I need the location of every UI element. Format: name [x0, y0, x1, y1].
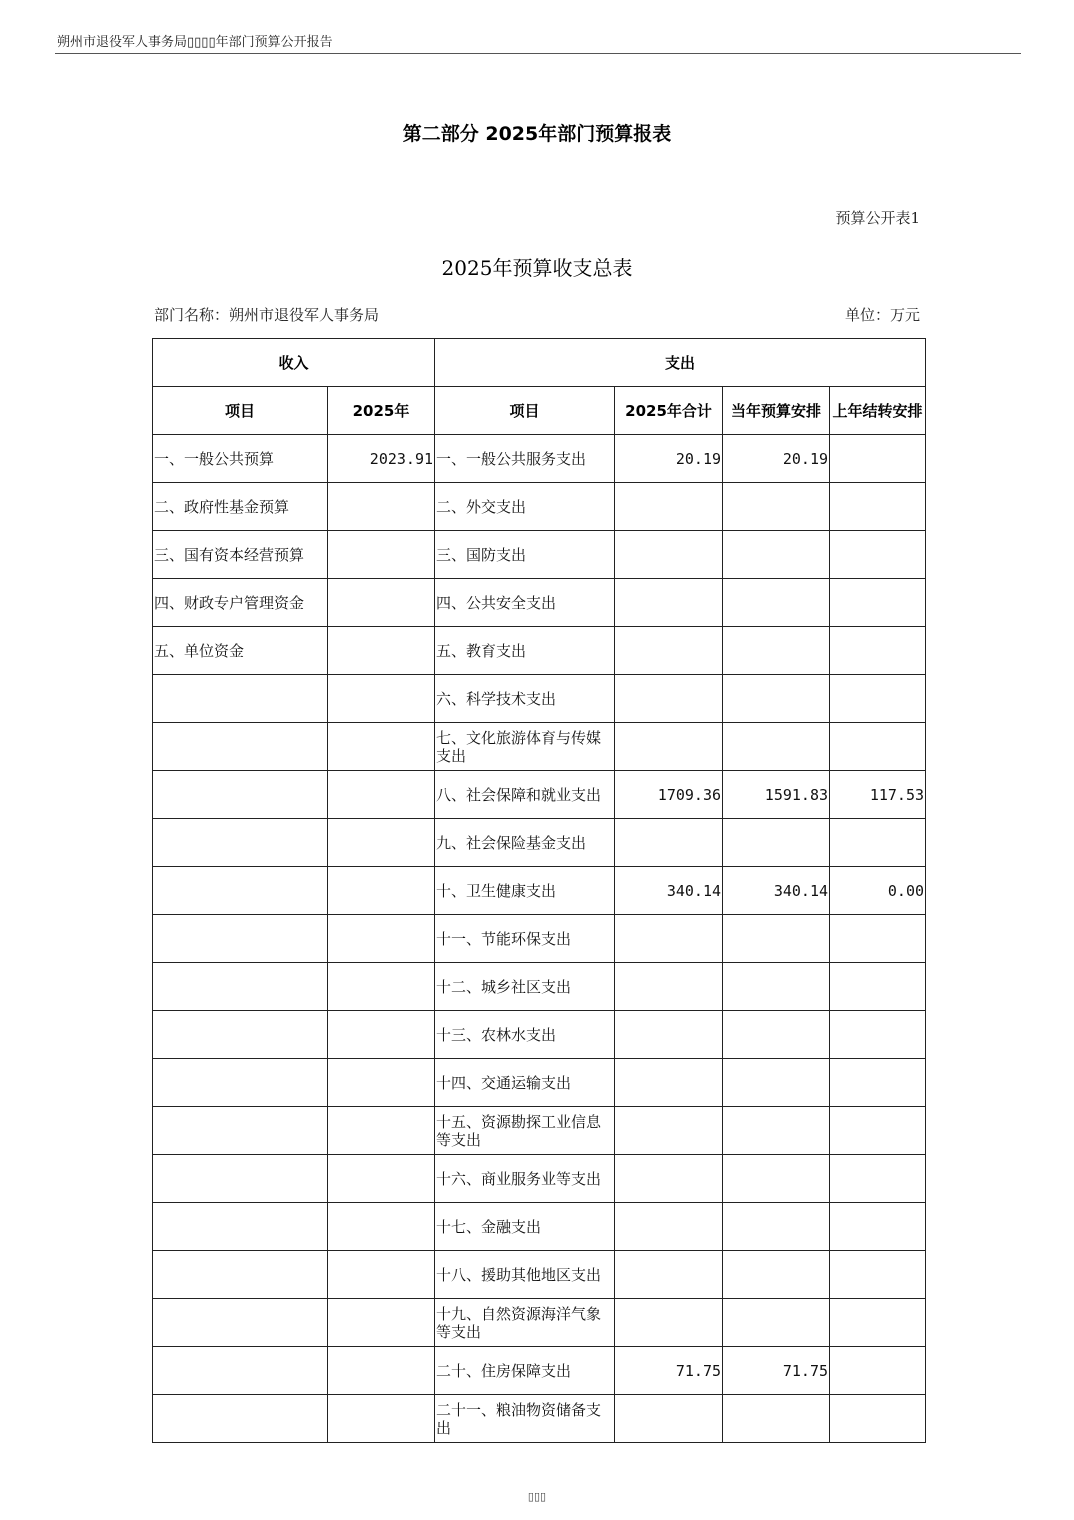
total-cell [615, 483, 723, 531]
carryover-cell [830, 819, 926, 867]
current-cell [723, 1155, 830, 1203]
total-cell [615, 1011, 723, 1059]
table-row [153, 483, 926, 531]
expense-item-cell: 十一、节能环保支出 [435, 915, 615, 963]
expense-item-cell: 十八、援助其他地区支出 [435, 1251, 615, 1299]
current-cell [723, 915, 830, 963]
income-group-header: 收入 [153, 339, 435, 387]
total-cell [615, 1203, 723, 1251]
income-value-cell [328, 579, 435, 627]
current-cell [723, 627, 830, 675]
income-item-cell [153, 1203, 328, 1251]
income-item-cell: 一、一般公共预算 [153, 435, 328, 483]
current-cell [723, 1299, 830, 1347]
expense-item-cell: 九、社会保险基金支出 [435, 819, 615, 867]
current-cell [723, 579, 830, 627]
total-cell: 20.19 [615, 435, 723, 483]
table-row [153, 1299, 926, 1347]
current-cell [723, 531, 830, 579]
current-cell [723, 963, 830, 1011]
income-value-cell [328, 771, 435, 819]
col-expense-item: 项目 [435, 387, 615, 435]
expense-item-cell: 二、外交支出 [435, 483, 615, 531]
carryover-cell [830, 627, 926, 675]
total-cell [615, 531, 723, 579]
current-cell [723, 723, 830, 771]
carryover-cell [830, 483, 926, 531]
table-row [153, 675, 926, 723]
income-value-cell [328, 1347, 435, 1395]
table-body [153, 435, 926, 1443]
current-cell: 340.14 [723, 867, 830, 915]
total-cell [615, 915, 723, 963]
table-row [153, 915, 926, 963]
current-cell: 1591.83 [723, 771, 830, 819]
income-item-cell [153, 1107, 328, 1155]
current-cell [723, 1251, 830, 1299]
income-value-cell [328, 1251, 435, 1299]
carryover-cell [830, 1203, 926, 1251]
table-row [153, 867, 926, 915]
carryover-cell: 0.00 [830, 867, 926, 915]
income-item-cell [153, 1011, 328, 1059]
expense-item-cell: 三、国防支出 [435, 531, 615, 579]
income-value-cell [328, 915, 435, 963]
running-header: 朔州市退役军人事务局▯▯▯▯年部门预算公开报告 [57, 35, 333, 50]
current-cell: 20.19 [723, 435, 830, 483]
table-row [153, 1059, 926, 1107]
expense-item-cell: 十六、商业服务业等支出 [435, 1155, 615, 1203]
income-value-cell [328, 1155, 435, 1203]
page-number: ▯▯▯ [527, 1490, 547, 1503]
expense-item-cell: 十三、农林水支出 [435, 1011, 615, 1059]
table-row [153, 579, 926, 627]
table-row [153, 819, 926, 867]
income-item-cell: 三、国有资本经营预算 [153, 531, 328, 579]
column-header-row [153, 387, 926, 435]
header-divider [55, 53, 1021, 54]
income-item-cell [153, 1059, 328, 1107]
table-row [153, 1155, 926, 1203]
expense-item-cell: 二十、住房保障支出 [435, 1347, 615, 1395]
expense-group-header: 支出 [435, 339, 926, 387]
income-value-cell: 2023.91 [328, 435, 435, 483]
expense-item-cell: 六、科学技术支出 [435, 675, 615, 723]
income-item-cell [153, 1299, 328, 1347]
income-value-cell [328, 1203, 435, 1251]
expense-item-cell: 十九、自然资源海洋气象等支出 [435, 1299, 615, 1347]
income-value-cell [328, 867, 435, 915]
budget-summary-table [152, 338, 926, 1443]
income-value-cell [328, 531, 435, 579]
current-cell [723, 1011, 830, 1059]
total-cell: 340.14 [615, 867, 723, 915]
carryover-cell [830, 531, 926, 579]
total-cell [615, 1107, 723, 1155]
income-item-cell [153, 1155, 328, 1203]
total-cell [615, 627, 723, 675]
carryover-cell [830, 963, 926, 1011]
current-cell: 71.75 [723, 1347, 830, 1395]
income-value-cell [328, 819, 435, 867]
expense-item-cell: 四、公共安全支出 [435, 579, 615, 627]
expense-item-cell: 十四、交通运输支出 [435, 1059, 615, 1107]
income-value-cell [328, 675, 435, 723]
expense-item-cell: 十七、金融支出 [435, 1203, 615, 1251]
income-item-cell [153, 915, 328, 963]
current-cell [723, 1107, 830, 1155]
col-total: 2025年合计 [615, 387, 723, 435]
income-item-cell: 二、政府性基金预算 [153, 483, 328, 531]
table-row [153, 1011, 926, 1059]
total-cell [615, 1059, 723, 1107]
current-cell [723, 1395, 830, 1443]
total-cell [615, 579, 723, 627]
income-value-cell [328, 1107, 435, 1155]
income-item-cell [153, 1395, 328, 1443]
income-value-cell [328, 1395, 435, 1443]
income-item-cell [153, 723, 328, 771]
expense-item-cell: 十五、资源勘探工业信息等支出 [435, 1107, 615, 1155]
expense-item-cell: 八、社会保障和就业支出 [435, 771, 615, 819]
income-value-cell [328, 963, 435, 1011]
group-header-row [153, 339, 926, 387]
income-item-cell [153, 675, 328, 723]
income-value-cell [328, 483, 435, 531]
expense-item-cell: 五、教育支出 [435, 627, 615, 675]
income-value-cell [328, 1299, 435, 1347]
income-item-cell [153, 963, 328, 1011]
current-cell [723, 819, 830, 867]
carryover-cell [830, 579, 926, 627]
col-current: 当年预算安排 [723, 387, 830, 435]
income-item-cell [153, 819, 328, 867]
carryover-cell [830, 1347, 926, 1395]
carryover-cell [830, 435, 926, 483]
expense-item-cell: 十二、城乡社区支出 [435, 963, 615, 1011]
carryover-cell [830, 1299, 926, 1347]
carryover-cell [830, 1251, 926, 1299]
total-cell [615, 1155, 723, 1203]
carryover-cell [830, 1059, 926, 1107]
total-cell [615, 819, 723, 867]
table-row [153, 723, 926, 771]
income-value-cell [328, 627, 435, 675]
total-cell [615, 1251, 723, 1299]
unit-label: 单位：万元 [844, 306, 920, 324]
carryover-cell [830, 723, 926, 771]
total-cell: 1709.36 [615, 771, 723, 819]
carryover-cell [830, 1011, 926, 1059]
total-cell [615, 963, 723, 1011]
col-carryover: 上年结转安排 [830, 387, 926, 435]
table-row [153, 1251, 926, 1299]
table-row [153, 963, 926, 1011]
table-row [153, 1203, 926, 1251]
total-cell [615, 1395, 723, 1443]
income-item-cell [153, 1347, 328, 1395]
expense-item-cell: 二十一、粮油物资储备支出 [435, 1395, 615, 1443]
department-name: 部门名称：朔州市退役军人事务局 [154, 306, 380, 324]
table-row [153, 1395, 926, 1443]
table-code: 预算公开表1 [835, 209, 920, 227]
table-row [153, 627, 926, 675]
current-cell [723, 1203, 830, 1251]
income-item-cell: 五、单位资金 [153, 627, 328, 675]
part-title: 第二部分 2025年部门预算报表 [402, 123, 672, 145]
table-row [153, 435, 926, 483]
income-item-cell [153, 867, 328, 915]
income-item-cell: 四、财政专户管理资金 [153, 579, 328, 627]
income-item-cell [153, 1251, 328, 1299]
income-value-cell [328, 1059, 435, 1107]
total-cell [615, 1299, 723, 1347]
carryover-cell [830, 675, 926, 723]
col-income-year: 2025年 [328, 387, 435, 435]
col-income-item: 项目 [153, 387, 328, 435]
total-cell [615, 675, 723, 723]
carryover-cell: 117.53 [830, 771, 926, 819]
income-value-cell [328, 723, 435, 771]
carryover-cell [830, 915, 926, 963]
expense-item-cell: 十、卫生健康支出 [435, 867, 615, 915]
table-row [153, 1347, 926, 1395]
carryover-cell [830, 1107, 926, 1155]
total-cell: 71.75 [615, 1347, 723, 1395]
carryover-cell [830, 1395, 926, 1443]
table-row [153, 771, 926, 819]
income-value-cell [328, 1011, 435, 1059]
current-cell [723, 675, 830, 723]
current-cell [723, 483, 830, 531]
expense-item-cell: 七、文化旅游体育与传媒支出 [435, 723, 615, 771]
carryover-cell [830, 1155, 926, 1203]
total-cell [615, 723, 723, 771]
table-title: 2025年预算收支总表 [441, 256, 633, 280]
current-cell [723, 1059, 830, 1107]
expense-item-cell: 一、一般公共服务支出 [435, 435, 615, 483]
income-item-cell [153, 771, 328, 819]
table-row [153, 1107, 926, 1155]
table-row [153, 531, 926, 579]
